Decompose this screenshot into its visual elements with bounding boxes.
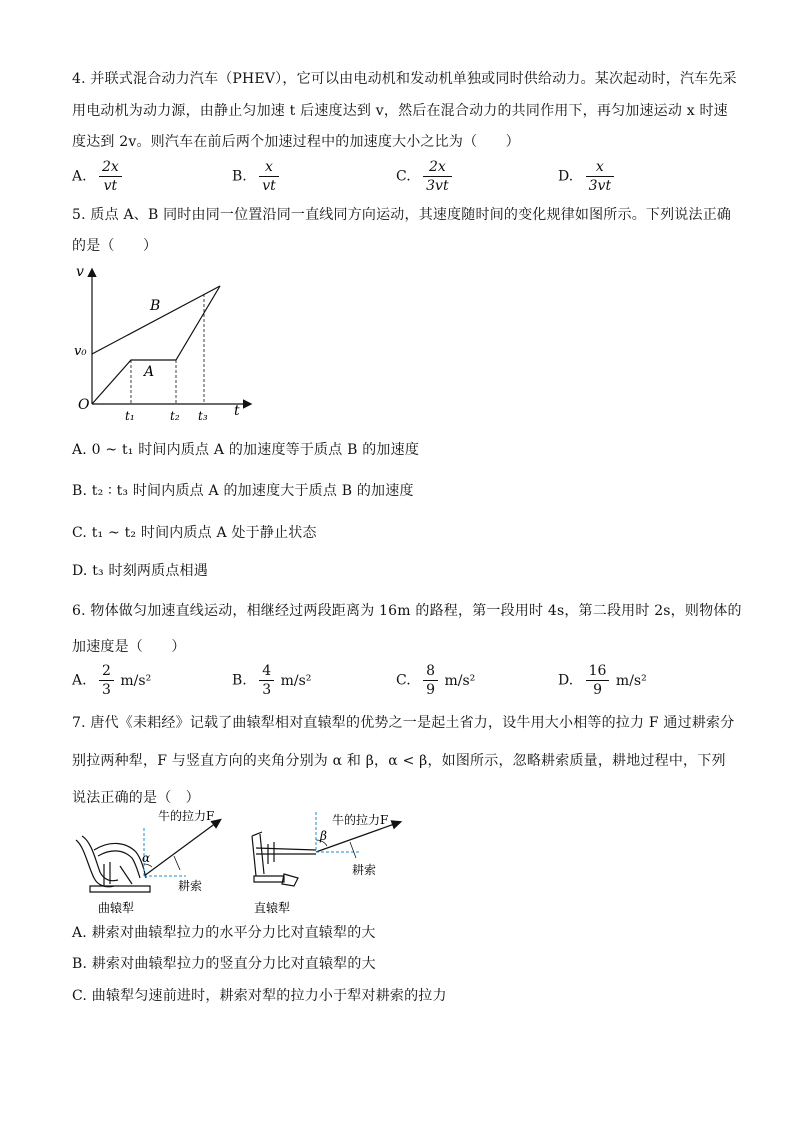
origin-label: O xyxy=(78,397,90,413)
q4-option-d[interactable]: D. $\frac{x}{3vt}$ xyxy=(558,158,614,195)
straight-plough-label: 直辕犁 xyxy=(254,901,291,915)
straight-rope-label: 耕索 xyxy=(352,863,377,877)
v-axis-label: v xyxy=(76,264,84,280)
q6-option-a[interactable]: A. $\frac{2}{3}$ m/s² xyxy=(72,663,152,698)
label-a: A xyxy=(144,364,155,380)
q6-line-2: 加速度是（ ） xyxy=(72,639,186,655)
label-b: B xyxy=(150,298,161,314)
q6-option-c[interactable]: C. $\frac{8}{9}$ m/s² xyxy=(396,663,476,698)
q5-line-1: 5. 质点 A、B 同时由同一位置沿同一直线同方向运动，其速度随时间的变化规律如图所示。下列说法正确 xyxy=(72,207,732,223)
q7-line-1: 7. 唐代《耒耜经》记载了曲辕犁相对直辕犁的优势之一是起土省力，设牛用大小相等的拉力 F 通过耕索分 xyxy=(72,715,735,731)
q7-option-c[interactable]: C. 曲辕犁匀速前进时，耕索对犁的拉力小于犁对耕索的拉力 xyxy=(72,988,447,1004)
q5-option-d[interactable]: D. t₃ 时刻两质点相遇 xyxy=(72,563,208,579)
straight-plough-drawing xyxy=(252,832,316,886)
curved-rope-label: 耕索 xyxy=(178,879,203,893)
q4-option-c[interactable]: C. $\frac{2x}{3vt}$ xyxy=(396,158,452,195)
q7-option-a[interactable]: A. 耕索对曲辕犁拉力的水平分力比对直辕犁的大 xyxy=(72,925,376,941)
curved-force-label: 牛的拉力F xyxy=(158,809,215,823)
q7-line-2: 别拉两种犁，F 与竖直方向的夹角分别为 α 和 β，α < β，如图所示，忽略耕索质量，耕地过程中，下列 xyxy=(72,753,726,769)
t1-label: t₁ xyxy=(125,409,135,422)
v0-label: v₀ xyxy=(74,344,87,359)
t-axis-label: t xyxy=(234,403,240,419)
curved-plough-drawing xyxy=(76,836,150,892)
q4-option-b[interactable]: B. $\frac{x}{vt}$ xyxy=(232,158,279,195)
q6-option-d[interactable]: D. $\frac{16}{9}$ m/s² xyxy=(558,663,647,698)
curved-force-arrow xyxy=(144,820,220,876)
beta-label: β xyxy=(320,829,327,843)
q4-option-a[interactable]: A. $\frac{2x}{vt}$ xyxy=(72,158,122,195)
q4-line-2: 用电动机为动力源，由静止匀加速 t 后速度达到 v，然后在混合动力的共同作用下，再匀加速运动 x 时速 xyxy=(72,103,728,119)
q6-option-b[interactable]: B. $\frac{4}{3}$ m/s² xyxy=(232,663,312,698)
line-b xyxy=(92,286,220,354)
q5-option-a[interactable]: A. 0 ~ t₁ 时间内质点 A 的加速度等于质点 B 的加速度 xyxy=(72,442,420,458)
q7-option-b[interactable]: B. 耕索对曲辕犁拉力的竖直分力比对直辕犁的大 xyxy=(72,956,376,972)
t3-label: t₃ xyxy=(198,409,208,422)
q5-line-2: 的是（ ） xyxy=(72,238,158,254)
q7-plough-figure xyxy=(70,806,430,918)
q6-line-1: 6. 物体做匀加速直线运动，相继经过两段距离为 16m 的路程，第一段用时 4s，第二段用时 2s，则物体的 xyxy=(72,603,742,619)
curved-plough-label: 曲辕犁 xyxy=(98,901,135,915)
q4-line-3: 度达到 2v。则汽车在前后两个加速过程中的加速度大小之比为（ ） xyxy=(72,134,520,150)
alpha-label: α xyxy=(142,851,151,865)
t2-label: t₂ xyxy=(170,409,180,422)
q7-line-3: 说法正确的是（ ） xyxy=(72,790,200,806)
q5-vt-graph xyxy=(70,262,260,422)
q5-option-b[interactable]: B. t₂ ∶ t₃ 时间内质点 A 的加速度大于质点 B 的加速度 xyxy=(72,483,414,499)
q4-line-1: 4. 并联式混合动力汽车（PHEV），它可以由电动机和发动机单独或同时供给动力。某次起动时，汽车先采 xyxy=(72,71,737,87)
q5-option-c[interactable]: C. t₁ ~ t₂ 时间内质点 A 处于静止状态 xyxy=(72,525,317,541)
straight-force-label: 牛的拉力F xyxy=(332,813,389,827)
